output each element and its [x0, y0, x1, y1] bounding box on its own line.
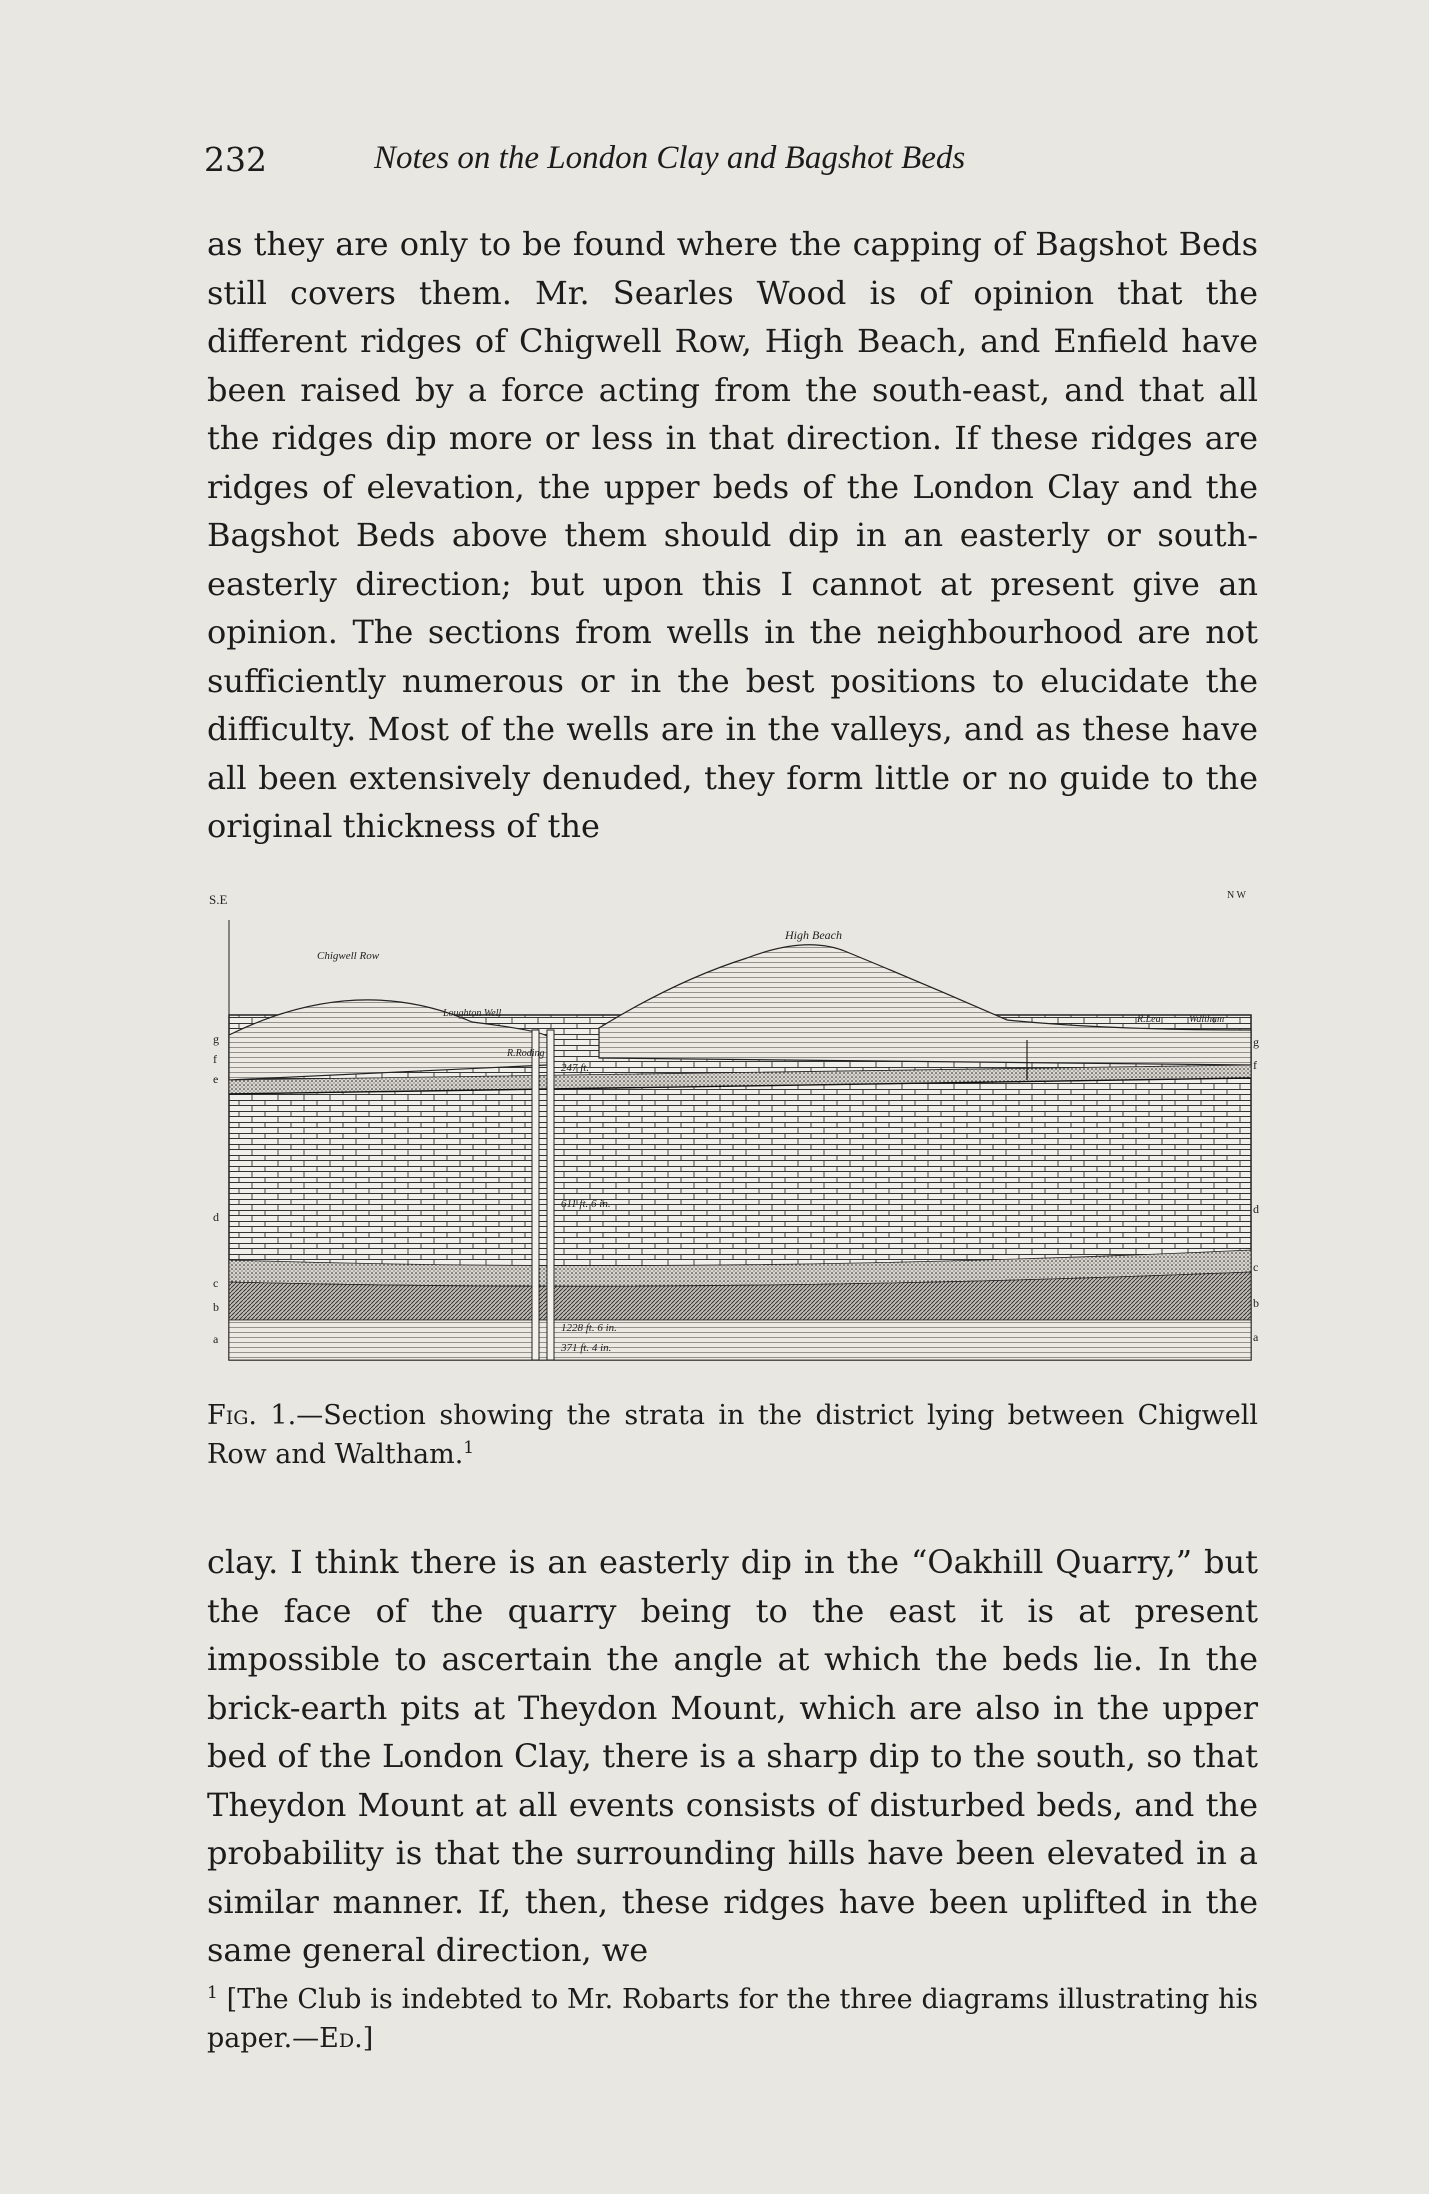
figure-caption-footnote-mark: 1 [463, 1438, 475, 1458]
figure-label-loughton: Loughton Well [443, 1008, 502, 1019]
figure-caption-text: —Section showing the strata in the district lying between Chigwell Row and Waltham. [207, 1400, 1258, 1470]
footnote [207, 1980, 1258, 2058]
right-letter-c: c [1253, 1260, 1259, 1274]
left-letter-d: d [213, 1210, 219, 1224]
figure-depth-3: 1228 ft. 6 in. [561, 1322, 617, 1334]
figure-label-waltham: Waltham [1189, 1014, 1225, 1025]
geological-section-figure [207, 880, 1262, 1370]
right-letter-a: a [1253, 1330, 1259, 1344]
running-title: Notes on the London Clay and Bagshot Beds [374, 140, 966, 176]
left-letter-g: g [213, 1032, 219, 1046]
left-letter-b: b [213, 1300, 219, 1314]
body-paragraph-2: clay. I think there is an easterly dip in the “Oakhill Quarry,” but the face of the quarry being to the east it is at present impossible to ascertain the angle at which the beds lie. In the brick-earth pits at Theydon Mount, which are also in the upper bed of the London Clay, there is a sharp dip to the south, so that Theydon Mount at all events consists of disturbed beds, and the probability is that the surrounding hills have been elevated in a similar manner. If, then, these ridges have been uplifted in the same general direction, we [207, 1543, 1258, 1969]
left-letter-f: f [213, 1052, 217, 1066]
figure-depth-1: 247 ft. [561, 1062, 590, 1074]
left-letter-c: c [213, 1276, 219, 1290]
footnote-editor: Ed. [319, 2023, 363, 2054]
left-letter-e: e [213, 1072, 219, 1086]
footnote-mark: 1 [207, 1983, 218, 2003]
left-letter-a: a [213, 1332, 219, 1346]
figure-label-high-beach: High Beach [785, 928, 842, 942]
body-paragraph-1: as they are only to be found where the capping of Bagshot Beds still covers them. Mr. Searles Wood is of opinion that the different ridges of Chigwell Row, High Beach, and Enfield have been raised by a force acting from the south-east, and that all the ridges dip more or less in that direction. If these ridges are ridges of elevation, the upper beds of the London Clay and the Bagshot Beds above them should dip in an easterly or south-easterly direction; but upon this I cannot at present give an opinion. The sections from wells in the neighbourhood are not sufficiently numerous or in the best positions to elucidate the difficulty. Most of the wells are in the valleys, and as these have all been extensively denuded, they form little or no guide to the original thickness of the [207, 225, 1258, 845]
footnote-close: ] [362, 2023, 374, 2054]
figure-label-roding: R.Roding [507, 1048, 545, 1059]
figure-label-chigwell: Chigwell Row [317, 950, 380, 962]
right-letter-f: f [1253, 1058, 1257, 1072]
figure-caption [207, 1396, 1258, 1474]
right-letter-d: d [1253, 1202, 1259, 1216]
right-letter-b: b [1253, 1296, 1259, 1310]
right-letter-g: g [1253, 1035, 1259, 1049]
figure-label-nw: N W [1227, 890, 1246, 901]
figure-depth-4: 371 ft. 4 in. [561, 1342, 612, 1354]
figure-depth-2: 611 ft. 6 in. [561, 1198, 611, 1210]
figure-label-lea: R.Lea [1137, 1014, 1161, 1025]
figure-caption-label: Fig. 1. [207, 1400, 297, 1431]
figure-label-se: S.E [209, 892, 228, 907]
footnote-text: [The Club is indebted to Mr. Robarts for the three diagrams illustrating his paper.— [207, 1984, 1258, 2054]
running-header [204, 140, 1260, 190]
page-number: 232 [204, 140, 267, 179]
